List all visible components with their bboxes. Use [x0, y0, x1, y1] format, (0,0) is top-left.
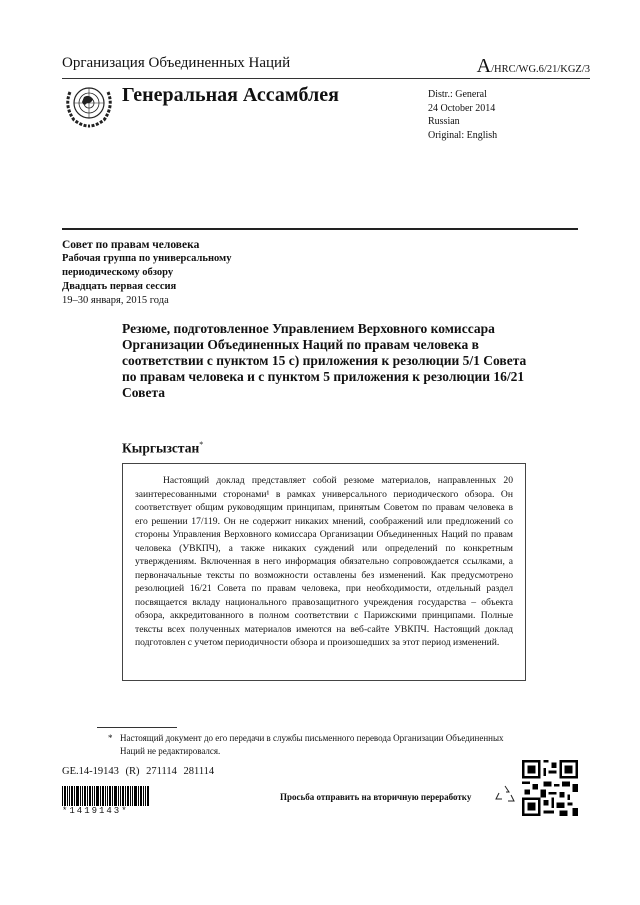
document-symbol [477, 55, 590, 78]
distr-original: Original: English [428, 129, 498, 141]
barcode-number: *1419143* [62, 806, 129, 816]
symbol-prefix: A [476, 55, 492, 77]
un-emblem-icon [62, 82, 116, 128]
summary-box [122, 463, 526, 681]
organization-name: Организация Объединенных Наций [62, 55, 291, 71]
distribution-block [428, 88, 497, 142]
recycle-icon [494, 783, 516, 805]
document-title: Резюме, подготовленное Управлением Верховного комиссара Организации Объединенных Наций по правам человека в соответствии с пунктом 15 c) приложения к резолюции 5/1 Совета по правам человека и с пунктом 5 приложения к резолюции 16/21 Совета [122, 321, 527, 400]
recycle-note: Просьба отправить на вторичную переработку [280, 792, 472, 802]
qr-code-icon [522, 760, 578, 816]
working-group: Рабочая группа по универсальному [62, 253, 232, 264]
job-number: GE.14-19143 (R) 271114 281114 [62, 766, 215, 777]
distr-type: Distr.: General [428, 89, 487, 100]
session-dates: 19–30 января, 2015 года [62, 295, 169, 306]
footnote-mark: * [108, 733, 113, 743]
footnote [108, 732, 518, 758]
thick-rule [62, 228, 578, 230]
barcode-icon [62, 786, 149, 806]
summary-text: Настоящий доклад представляет собой резюме материалов, направленных 20 заинтересованными сторонами¹ в рамках универсального периодического обзора. Он соответствует общим руководящим принципам, принятым Советом по правам человека в его решении 17/119. Он не содержит никаких мнений, соображений или предложений со стороны Управления Верховного комиссара Организации Объединенных Наций по правам человека (УВКПЧ), а также никаких суждений или определений по конкретным утверждениям. Включенная в него информация обязательно сопровождается ссылками, а первоначальные тексты по возможности оставлены без изменений. Как предусмотрено резолюцией 16/21 Совета по правам человека, при необходимости, отдельный раздел посвящается вкладу национального правозащитного учреждения государства – объекта обзора, аккредитованного в полном соответствии с Парижскими принципами. Полные тексты всех полученных материалов имеются на веб-сайте УВКПЧ. Настоящий доклад подготовлен с учетом периодичности обзора и произошедших за этот период изменений. [135, 475, 513, 648]
council-name: Совет по правам человека [62, 239, 200, 251]
country-footnote-mark: * [199, 440, 204, 449]
distr-language: Russian [428, 116, 460, 127]
distr-date: 24 October 2014 [428, 102, 496, 114]
session: Двадцать первая сессия [62, 281, 177, 292]
working-group-cont: периодическому обзору [62, 267, 174, 278]
country-heading [122, 440, 203, 457]
symbol-rest: /HRC/WG.6/21/KGZ/3 [491, 64, 590, 75]
body-title: Генеральная Ассамблея [122, 84, 339, 106]
footnote-text: Настоящий документ до его передачи в службы письменного перевода Организации Объединенных Наций не редактировался. [120, 733, 504, 756]
country-name: Кыргызстан [122, 440, 200, 456]
council-block [62, 238, 231, 308]
header-rule [62, 78, 590, 79]
footnote-rule [97, 727, 177, 728]
